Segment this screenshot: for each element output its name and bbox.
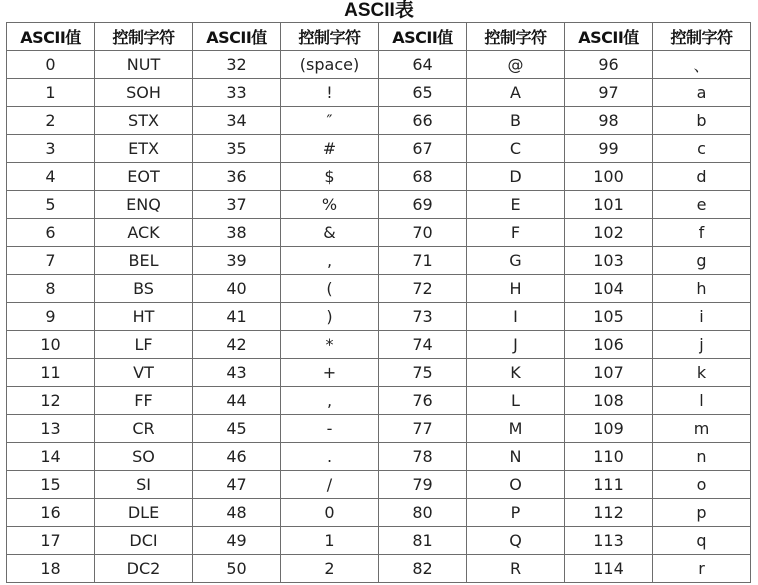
cell-control-char: F: [467, 219, 565, 247]
header-ascii-value: ASCII值: [7, 23, 95, 51]
cell-control-char: HT: [95, 303, 193, 331]
cell-control-char: 0: [281, 499, 379, 527]
header-control-char: 控制字符: [95, 23, 193, 51]
cell-control-char: k: [653, 359, 751, 387]
cell-ascii-value: 18: [7, 555, 95, 583]
table-row: [7, 471, 751, 499]
cell-control-char: (: [281, 275, 379, 303]
cell-ascii-value: 38: [193, 219, 281, 247]
cell-ascii-value: 70: [379, 219, 467, 247]
cell-control-char: BEL: [95, 247, 193, 275]
cell-control-char: /: [281, 471, 379, 499]
cell-ascii-value: 114: [565, 555, 653, 583]
cell-ascii-value: 110: [565, 443, 653, 471]
header-ascii-value: ASCII值: [193, 23, 281, 51]
cell-control-char: a: [653, 79, 751, 107]
cell-control-char: e: [653, 191, 751, 219]
cell-ascii-value: 64: [379, 51, 467, 79]
cell-ascii-value: 16: [7, 499, 95, 527]
cell-control-char: d: [653, 163, 751, 191]
cell-control-char: %: [281, 191, 379, 219]
cell-control-char: SI: [95, 471, 193, 499]
cell-ascii-value: 71: [379, 247, 467, 275]
cell-ascii-value: 17: [7, 527, 95, 555]
cell-ascii-value: 0: [7, 51, 95, 79]
cell-ascii-value: 78: [379, 443, 467, 471]
cell-ascii-value: 5: [7, 191, 95, 219]
cell-control-char: p: [653, 499, 751, 527]
table-row: [7, 443, 751, 471]
cell-control-char: VT: [95, 359, 193, 387]
cell-control-char: ,: [281, 247, 379, 275]
cell-control-char: *: [281, 331, 379, 359]
cell-control-char: &: [281, 219, 379, 247]
cell-ascii-value: 81: [379, 527, 467, 555]
cell-ascii-value: 15: [7, 471, 95, 499]
cell-ascii-value: 80: [379, 499, 467, 527]
cell-control-char: h: [653, 275, 751, 303]
cell-ascii-value: 32: [193, 51, 281, 79]
cell-control-char: -: [281, 415, 379, 443]
cell-control-char: $: [281, 163, 379, 191]
cell-control-char: b: [653, 107, 751, 135]
cell-control-char: .: [281, 443, 379, 471]
cell-ascii-value: 69: [379, 191, 467, 219]
cell-ascii-value: 106: [565, 331, 653, 359]
table-row: [7, 275, 751, 303]
cell-control-char: B: [467, 107, 565, 135]
cell-control-char: ): [281, 303, 379, 331]
cell-control-char: G: [467, 247, 565, 275]
ascii-table: [6, 22, 751, 583]
cell-control-char: STX: [95, 107, 193, 135]
cell-ascii-value: 73: [379, 303, 467, 331]
cell-ascii-value: 34: [193, 107, 281, 135]
cell-ascii-value: 45: [193, 415, 281, 443]
cell-ascii-value: 48: [193, 499, 281, 527]
cell-ascii-value: 35: [193, 135, 281, 163]
cell-ascii-value: 76: [379, 387, 467, 415]
cell-ascii-value: 11: [7, 359, 95, 387]
cell-ascii-value: 14: [7, 443, 95, 471]
cell-control-char: #: [281, 135, 379, 163]
cell-control-char: N: [467, 443, 565, 471]
cell-control-char: n: [653, 443, 751, 471]
cell-ascii-value: 49: [193, 527, 281, 555]
cell-control-char: ETX: [95, 135, 193, 163]
cell-ascii-value: 103: [565, 247, 653, 275]
cell-control-char: LF: [95, 331, 193, 359]
cell-ascii-value: 96: [565, 51, 653, 79]
cell-ascii-value: 8: [7, 275, 95, 303]
cell-control-char: CR: [95, 415, 193, 443]
cell-control-char: A: [467, 79, 565, 107]
cell-control-char: NUT: [95, 51, 193, 79]
cell-ascii-value: 44: [193, 387, 281, 415]
table-row: [7, 331, 751, 359]
cell-control-char: @: [467, 51, 565, 79]
cell-ascii-value: 74: [379, 331, 467, 359]
cell-ascii-value: 111: [565, 471, 653, 499]
cell-control-char: DLE: [95, 499, 193, 527]
cell-ascii-value: 4: [7, 163, 95, 191]
cell-ascii-value: 33: [193, 79, 281, 107]
cell-control-char: P: [467, 499, 565, 527]
table-row: [7, 247, 751, 275]
cell-ascii-value: 104: [565, 275, 653, 303]
cell-control-char: j: [653, 331, 751, 359]
cell-control-char: 2: [281, 555, 379, 583]
cell-control-char: o: [653, 471, 751, 499]
cell-ascii-value: 72: [379, 275, 467, 303]
cell-control-char: ACK: [95, 219, 193, 247]
cell-control-char: C: [467, 135, 565, 163]
cell-ascii-value: 102: [565, 219, 653, 247]
header-control-char: 控制字符: [467, 23, 565, 51]
cell-control-char: ″: [281, 107, 379, 135]
cell-control-char: FF: [95, 387, 193, 415]
cell-ascii-value: 39: [193, 247, 281, 275]
cell-control-char: I: [467, 303, 565, 331]
cell-control-char: H: [467, 275, 565, 303]
cell-ascii-value: 40: [193, 275, 281, 303]
cell-ascii-value: 46: [193, 443, 281, 471]
cell-ascii-value: 1: [7, 79, 95, 107]
cell-control-char: m: [653, 415, 751, 443]
cell-ascii-value: 50: [193, 555, 281, 583]
cell-control-char: i: [653, 303, 751, 331]
cell-control-char: DCI: [95, 527, 193, 555]
cell-ascii-value: 7: [7, 247, 95, 275]
table-row: [7, 79, 751, 107]
cell-control-char: 1: [281, 527, 379, 555]
cell-control-char: ENQ: [95, 191, 193, 219]
cell-control-char: ,: [281, 387, 379, 415]
cell-ascii-value: 99: [565, 135, 653, 163]
cell-control-char: f: [653, 219, 751, 247]
cell-ascii-value: 47: [193, 471, 281, 499]
cell-ascii-value: 75: [379, 359, 467, 387]
cell-ascii-value: 13: [7, 415, 95, 443]
cell-control-char: M: [467, 415, 565, 443]
cell-ascii-value: 66: [379, 107, 467, 135]
table-row: [7, 135, 751, 163]
table-row: [7, 387, 751, 415]
cell-control-char: g: [653, 247, 751, 275]
cell-ascii-value: 42: [193, 331, 281, 359]
table-row: [7, 107, 751, 135]
cell-control-char: J: [467, 331, 565, 359]
table-row: [7, 51, 751, 79]
cell-ascii-value: 77: [379, 415, 467, 443]
cell-ascii-value: 108: [565, 387, 653, 415]
cell-ascii-value: 41: [193, 303, 281, 331]
cell-ascii-value: 97: [565, 79, 653, 107]
page-title: ASCII表: [344, 0, 414, 21]
cell-ascii-value: 101: [565, 191, 653, 219]
cell-control-char: SOH: [95, 79, 193, 107]
table-body: [7, 51, 751, 583]
cell-control-char: BS: [95, 275, 193, 303]
cell-control-char: L: [467, 387, 565, 415]
cell-ascii-value: 109: [565, 415, 653, 443]
table-row: [7, 499, 751, 527]
cell-control-char: 、: [653, 51, 751, 79]
cell-control-char: SO: [95, 443, 193, 471]
cell-control-char: R: [467, 555, 565, 583]
cell-ascii-value: 43: [193, 359, 281, 387]
cell-control-char: D: [467, 163, 565, 191]
cell-ascii-value: 3: [7, 135, 95, 163]
header-ascii-value: ASCII值: [379, 23, 467, 51]
cell-ascii-value: 9: [7, 303, 95, 331]
cell-ascii-value: 36: [193, 163, 281, 191]
cell-control-char: r: [653, 555, 751, 583]
cell-control-char: DC2: [95, 555, 193, 583]
table-row: [7, 303, 751, 331]
cell-ascii-value: 105: [565, 303, 653, 331]
table-row: [7, 555, 751, 583]
cell-control-char: E: [467, 191, 565, 219]
cell-ascii-value: 10: [7, 331, 95, 359]
cell-control-char: +: [281, 359, 379, 387]
header-control-char: 控制字符: [281, 23, 379, 51]
cell-control-char: Q: [467, 527, 565, 555]
cell-ascii-value: 6: [7, 219, 95, 247]
cell-ascii-value: 68: [379, 163, 467, 191]
cell-control-char: c: [653, 135, 751, 163]
cell-ascii-value: 98: [565, 107, 653, 135]
table-row: [7, 191, 751, 219]
cell-ascii-value: 37: [193, 191, 281, 219]
cell-control-char: K: [467, 359, 565, 387]
cell-ascii-value: 79: [379, 471, 467, 499]
cell-ascii-value: 107: [565, 359, 653, 387]
cell-control-char: (space): [281, 51, 379, 79]
table-row: [7, 163, 751, 191]
table-row: [7, 415, 751, 443]
cell-control-char: q: [653, 527, 751, 555]
cell-ascii-value: 67: [379, 135, 467, 163]
table-row: [7, 359, 751, 387]
header-row: [7, 23, 751, 51]
cell-ascii-value: 2: [7, 107, 95, 135]
cell-control-char: l: [653, 387, 751, 415]
cell-ascii-value: 65: [379, 79, 467, 107]
cell-ascii-value: 112: [565, 499, 653, 527]
cell-ascii-value: 12: [7, 387, 95, 415]
table-row: [7, 219, 751, 247]
cell-ascii-value: 82: [379, 555, 467, 583]
cell-control-char: !: [281, 79, 379, 107]
header-ascii-value: ASCII值: [565, 23, 653, 51]
cell-ascii-value: 100: [565, 163, 653, 191]
cell-control-char: O: [467, 471, 565, 499]
cell-control-char: EOT: [95, 163, 193, 191]
table-row: [7, 527, 751, 555]
cell-ascii-value: 113: [565, 527, 653, 555]
header-control-char: 控制字符: [653, 23, 751, 51]
